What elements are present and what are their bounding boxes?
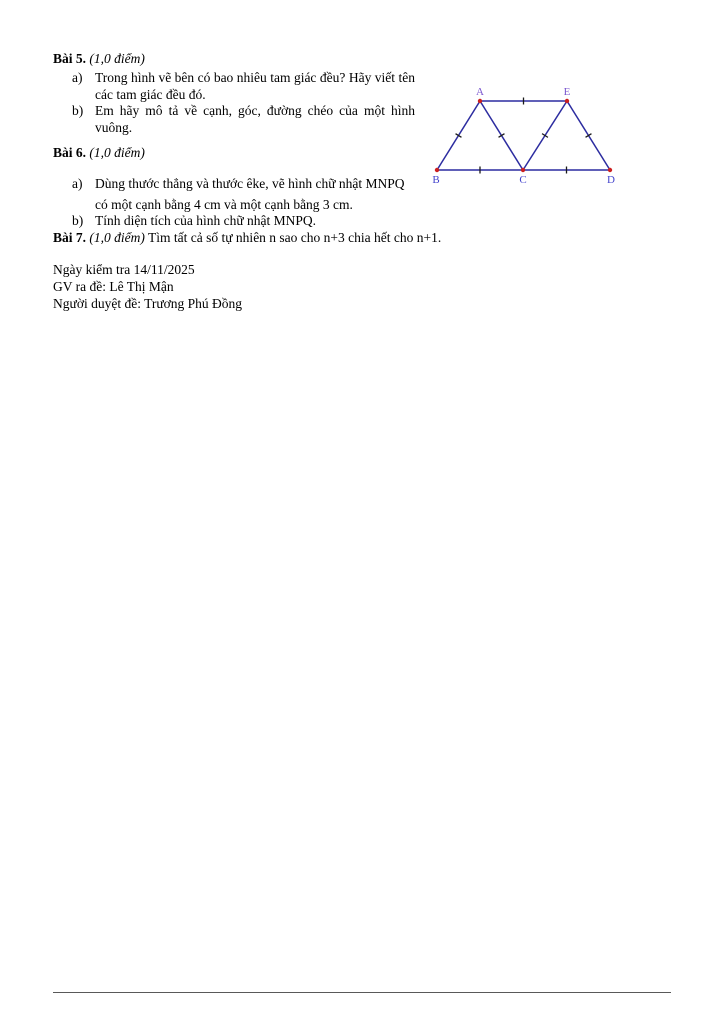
problem-6-item-b (72, 213, 675, 230)
svg-text:B: B (432, 174, 440, 186)
exam-date-line: Ngày kiểm tra 14/11/2025 (53, 262, 195, 277)
item-a-marker: a) (72, 70, 83, 85)
item-b-text: Tính diện tích của hình chữ nhật MNPQ. (95, 213, 317, 228)
svg-text:A: A (476, 86, 484, 98)
item-a-marker: a) (72, 176, 83, 191)
item-b-marker: b) (72, 213, 84, 228)
geometry-figure (427, 83, 622, 188)
problem-5-points: (1,0 điểm) (89, 51, 145, 66)
problem-6-label: Bài 6. (53, 145, 87, 160)
problem-7-line (53, 230, 675, 247)
geometry-figure-svg (427, 83, 622, 188)
teacher-line: GV ra đề: Lê Thị Mận (53, 279, 174, 294)
reviewer-line: Người duyệt đề: Trương Phú Đồng (53, 296, 243, 311)
problem-7-label: Bài 7. (53, 229, 87, 245)
page-footer-divider (53, 992, 671, 993)
item-b-marker: b) (72, 103, 84, 118)
item-a-text: Dùng thước thẳng và thước êke, vẽ hình chữ nhật MNPQ có một cạnh bằng 4 cm và một cạnh bằng 3 cm. (95, 176, 405, 212)
item-b-text: Em hãy mô tả về cạnh, góc, đường chéo của một hình vuông. (95, 103, 415, 135)
footer-info (53, 261, 675, 312)
problem-6-points: (1,0 điểm) (89, 145, 145, 160)
svg-text:C: C (519, 174, 527, 186)
problem-7-text: Tìm tất cả số tự nhiên n sao cho n+3 chia hết cho n+1. (148, 229, 442, 245)
problem-7-points: (1,0 điểm) (89, 229, 145, 245)
problem-5-label: Bài 5. (53, 51, 87, 66)
svg-text:D: D (607, 174, 615, 186)
item-a-text: Trong hình vẽ bên có bao nhiêu tam giác đều? Hãy viết tên các tam giác đều đó. (95, 70, 415, 102)
svg-text:E: E (563, 86, 571, 98)
problem-5-heading (53, 50, 675, 67)
